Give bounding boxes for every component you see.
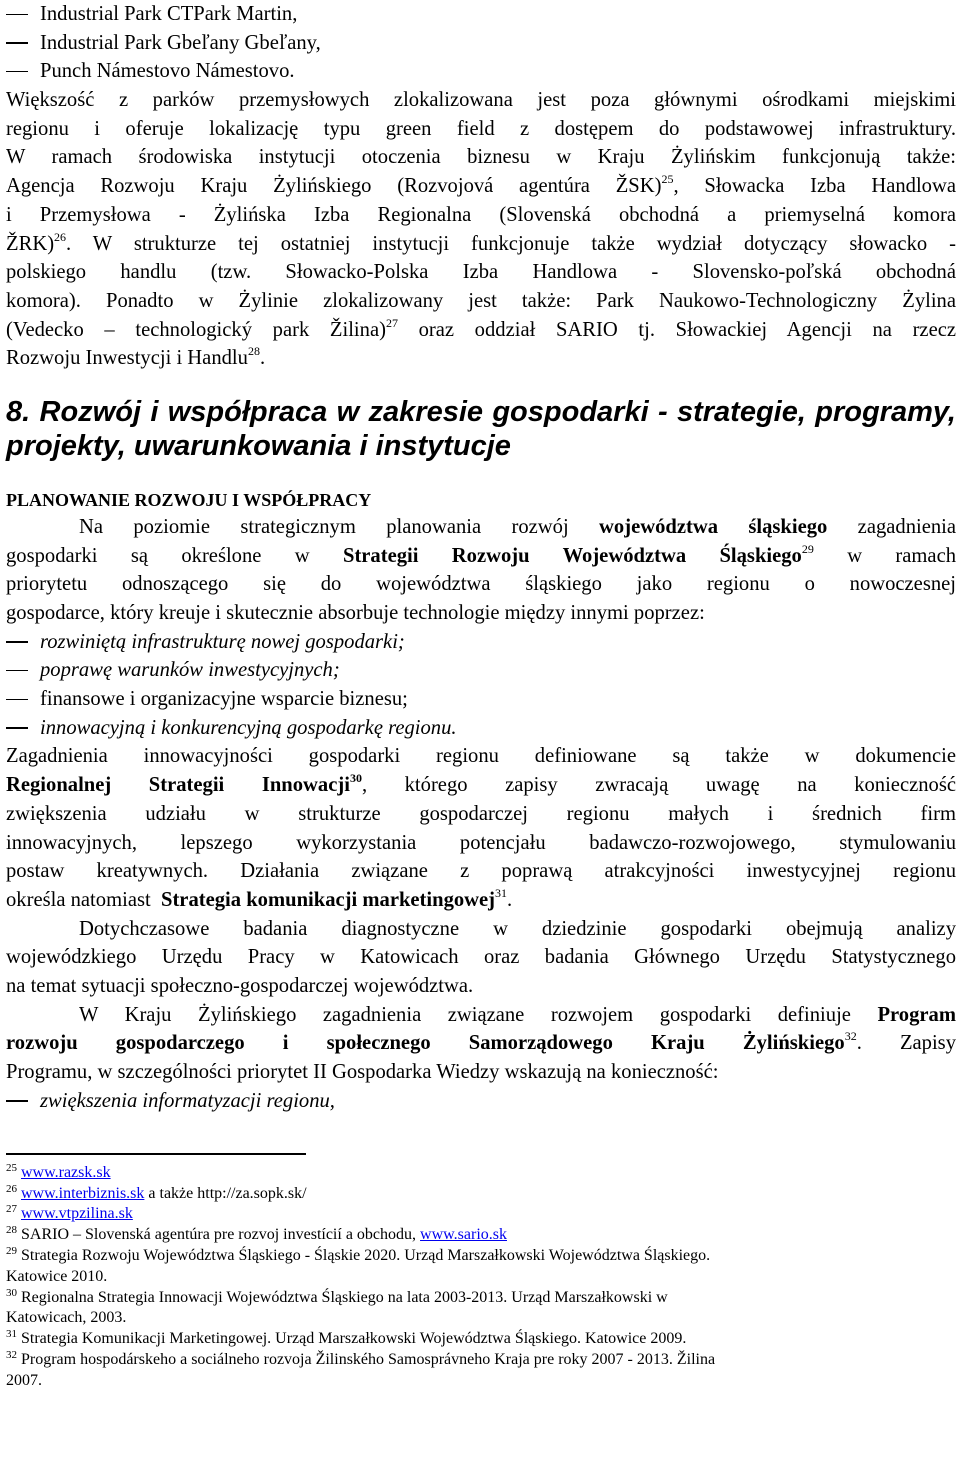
footnote-29: $^{29}$ Strategia Rozwoju Województwa Śląskiego - Śląskie 2020. Urząd Marszałkowski Województwa Śląskiego. Katowice 2010. [6,1245,711,1285]
section-heading-line: projekty, uwarunkowania i instytucje [6,429,511,462]
subsection-heading: PLANOWANIE ROZWOJU I WSPÓŁPRACY [6,489,372,510]
footnote-ref[interactable]: 25 [661,172,674,187]
footnote-ref[interactable]: 31 [495,885,508,900]
paragraph-line: Programu, w szczególności priorytet II Gospodarka Wiedzy wskazują na konieczność: [6,1061,719,1083]
list-item [6,29,956,58]
dash-bullet-icon [6,628,28,657]
dash-bullet-icon [6,714,28,743]
paragraph-line: rozwoju gospodarczego i społecznego Samorządowego Kraju Żylińskiego$^{32}$. Zapisy [6,1029,956,1055]
paragraph-line: Na poziomie strategicznym planowania rozwój województwa śląskiego zagadnienia [79,515,957,538]
footnote-link[interactable]: www.sario.sk [420,1226,507,1244]
footnote-ref[interactable]: 27 [385,315,398,330]
paragraph-line: komora). Ponadto w Żylinie zlokalizowany jest także: Park Naukowo-Technologiczny Żylina [6,289,956,312]
paragraph-line: W ramach środowiska instytucji otoczenia biznesu w Kraju Żylińskim funkcjonują także: [6,146,956,169]
footnote-ref[interactable]: 29 [801,541,814,556]
footnote-27: $^{27}$ www.vtpzilina.sk [6,1203,133,1223]
paragraph-line: Zagadnienia innowacyjności gospodarki regionu definiowane są także w dokumencie [6,745,956,768]
paragraph-line: Większość z parków przemysłowych zlokalizowana jest poza głównymi ośrodkami miejskimi [6,89,956,112]
list-item-text: Industrial Park Gbeľany Gbeľany, [40,31,321,54]
list-item-text: poprawę warunków inwestycyjnych; [40,659,340,682]
dash-bullet-icon [6,0,28,29]
paragraph-line: W Kraju Żylińskiego zagadnienia związane rozwojem gospodarki definiuje Program [79,1003,956,1026]
section-heading-line: 8. Rozwój i współpraca w zakresie gospodarki - strategie, programy, [6,395,956,428]
list-item-text: finansowe i organizacyjne wsparcie biznesu; [40,688,408,711]
dash-bullet-icon [6,656,28,685]
document-body [6,0,956,1115]
list-item [6,57,956,86]
footnote-link[interactable]: www.razsk.sk [21,1163,111,1181]
footnote-ref[interactable]: 30 [349,771,362,786]
document-page [6,0,956,1392]
paragraph-line: priorytetu odnoszącego się do województwa śląskiego jako regionu o nowoczesnej [6,573,956,596]
paragraph-line: określa natomiast Strategia komunikacji marketingowej$^{31}$. [6,885,513,911]
dash-bullet-icon [6,1087,28,1116]
paragraph-line: (Vedecko – technologický park Žilina)$^{27}$ oraz oddział SARIO tj. Słowackiej Agencji na rzecz [6,315,956,341]
footnote-link[interactable]: www.vtpzilina.sk [21,1205,133,1223]
paragraph-line: na temat sytuacji społeczno-gospodarczej województwa. [6,974,474,997]
list-item [6,0,956,29]
paragraph-line: postaw kreatywnych. Działania związane z poprawą atrakcyjności inwestycyjnej regionu [6,860,956,883]
footnote-25: $^{25}$ www.razsk.sk [6,1161,111,1181]
footnote-28: $^{28}$ SARIO – Slovenská agentúra pre rozvoj investícií a obchodu, www.sario.sk [6,1224,507,1244]
list-item-text: Punch Námestovo Námestovo. [40,60,295,83]
list-item [6,628,956,657]
list-item [6,656,956,685]
dash-bullet-icon [6,57,28,86]
list-item [6,714,956,743]
footnote-ref[interactable]: 26 [54,229,67,244]
section-heading [6,395,956,463]
footnote-26: $^{26}$ www.interbiznis.sk a także http://za.sopk.sk/ [6,1182,307,1202]
footnote-link[interactable]: www.interbiznis.sk [21,1184,145,1202]
footnote-ref[interactable]: 28 [247,344,260,359]
footnotes [6,1163,956,1392]
paragraph-line: zwiększenia udziału w strukturze gospodarczej regionu małych i średnich firm [6,802,956,825]
list-item-text: rozwiniętą infrastrukturę nowej gospodarki; [40,630,405,653]
list-item-text: zwiększenia informatyzacji regionu, [40,1089,335,1112]
paragraph-line: innowacyjnych, lepszego wykorzystania potencjału badawczo-rozwojowego, stymulowaniu [6,831,956,854]
list-item [6,685,956,714]
footnote-30: $^{30}$ Regionalna Strategia Innowacji Województwa Śląskiego na lata 2003-2013. Urząd Marszałkowski w Katowicach, 2003. [6,1286,668,1327]
list-item-text: Industrial Park CTPark Martin, [40,3,298,25]
paragraph-line: i Przemysłowa - Żylińska Izba Regionalna (Slovenská obchodná a priemyselná komora [6,203,956,226]
paragraph-line: polskiego handlu (tzw. Słowacko-Polska Izba Handlowa - Slovensko-poľská obchodná [6,261,956,284]
dash-bullet-icon [6,685,28,714]
paragraph-line: Regionalnej Strategii Innowacji$^{30}$, którego zapisy zwracają uwagę na konieczność [6,771,956,797]
paragraph-line: Rozwoju Inwestycji i Handlu$^{28}$. [6,344,266,370]
paragraph-line: ŽRK)$^{26}$. W strukturze tej ostatniej instytucji funkcjonuje także wydział dotyczący słowacko - [6,229,956,255]
list-item-text: innowacyjną i konkurencyjną gospodarkę regionu. [40,716,457,739]
list-item [6,1087,956,1116]
paragraph-line: gospodarce, który kreuje i skutecznie absorbuje technologie między innymi poprzez: [6,602,705,624]
footnote-ref[interactable]: 32 [844,1029,857,1044]
paragraph-line: Agencja Rozwoju Kraju Żylińskiego (Rozvojová agentúra ŽSK)$^{25}$, Słowacka Izba Handlowa [6,172,956,198]
paragraph-line: regionu i oferuje lokalizację typu green field z dostępem do podstawowej infrastruktury. [6,117,956,140]
dash-bullet-icon [6,29,28,58]
paragraph-line: Dotychczasowe badania diagnostyczne w dziedzinie gospodarki obejmują analizy [79,917,956,940]
footnote-32: $^{32}$ Program hospodárskeho a sociálneho rozvoja Žilinského Samosprávneho Kraja pre roky 2007 - 2013. Žilina 2007. [6,1349,716,1389]
paragraph-line: gospodarki są określone w Strategii Rozwoju Województwa Śląskiego$^{29}$ w ramach [6,541,957,567]
paragraph-line: wojewódzkiego Urzędu Pracy w Katowicach oraz badania Głównego Urzędu Statystycznego [6,946,956,969]
footnote-separator [6,1153,306,1155]
footnote-31: $^{31}$ Strategia Komunikacji Marketingowej. Urząd Marszałkowski Województwa Śląskiego. Katowice 2009. [6,1328,687,1348]
